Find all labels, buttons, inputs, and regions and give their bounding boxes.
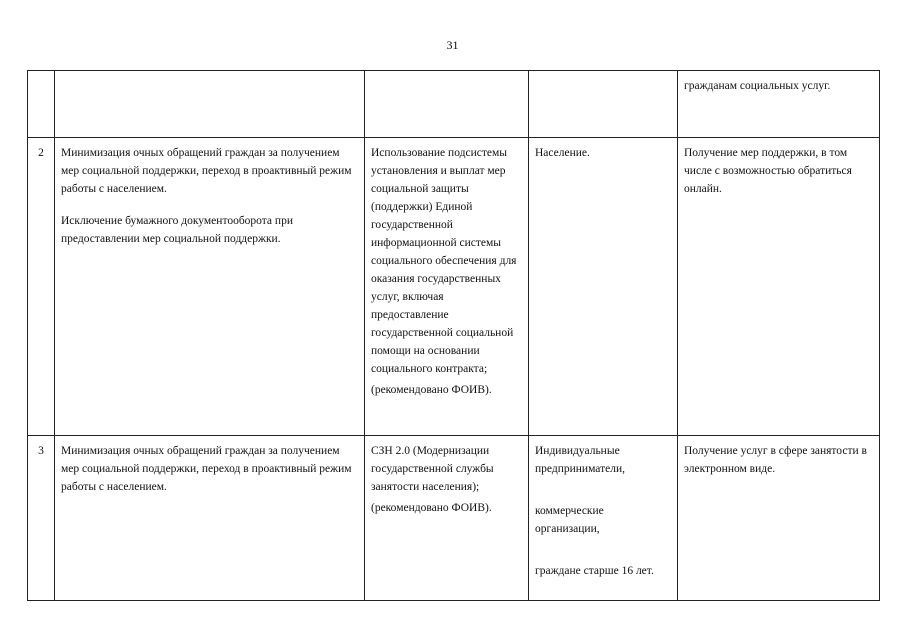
result-cell (678, 436, 880, 601)
solution-note: (рекомендовано ФОИВ). (371, 384, 492, 396)
result-text: Получение услуг в сфере занятости в электронном виде. (684, 445, 867, 475)
result-cell (678, 138, 880, 436)
recipients-text: коммерческие организации, (535, 505, 604, 535)
direction-text: Минимизация очных обращений граждан за получением мер социальной поддержки, переход в проактивный режим работы с населением. (61, 445, 352, 493)
table-row (28, 436, 880, 601)
solution-cell (365, 436, 529, 601)
recipients-cell (529, 436, 678, 601)
result-text: Получение мер поддержки, в том числе с возможностью обратиться онлайн. (684, 147, 852, 195)
measures-table (27, 70, 880, 601)
recipients-text: граждане старше 16 лет. (535, 565, 654, 577)
recipients-cell (529, 71, 678, 138)
table-row (28, 71, 880, 138)
row-number-cell: 2 (28, 138, 55, 436)
row-number-cell (28, 71, 55, 138)
page-number: 31 (446, 38, 459, 52)
result-text: гражданам социальных услуг. (684, 80, 831, 92)
solution-cell (365, 71, 529, 138)
solution-note: (рекомендовано ФОИВ). (371, 502, 492, 514)
direction-text: Исключение бумажного документооборота при предоставлении мер социальной поддержки. (61, 215, 293, 245)
recipients-cell (529, 138, 678, 436)
table-row (28, 138, 880, 436)
solution-text: СЗН 2.0 (Модернизации государственной службы занятости населения); (371, 445, 494, 493)
direction-cell (55, 138, 365, 436)
recipients-text: Индивидуальные предприниматели, (535, 445, 625, 475)
direction-cell (55, 71, 365, 138)
result-cell (678, 71, 880, 138)
row-number-cell: 3 (28, 436, 55, 601)
solution-cell (365, 138, 529, 436)
recipients-text: Население. (535, 147, 590, 159)
direction-text: Минимизация очных обращений граждан за получением мер социальной поддержки, переход в проактивный режим работы с населением. (61, 147, 352, 195)
solution-text: Использование подсистемы установления и выплат мер социальной защиты (поддержки) Единой государственной информационной системы социального обеспечения для оказания государственных услуг, включая предоставление государственной социальной помощи на основании социального контракта; (371, 147, 517, 375)
direction-cell (55, 436, 365, 601)
